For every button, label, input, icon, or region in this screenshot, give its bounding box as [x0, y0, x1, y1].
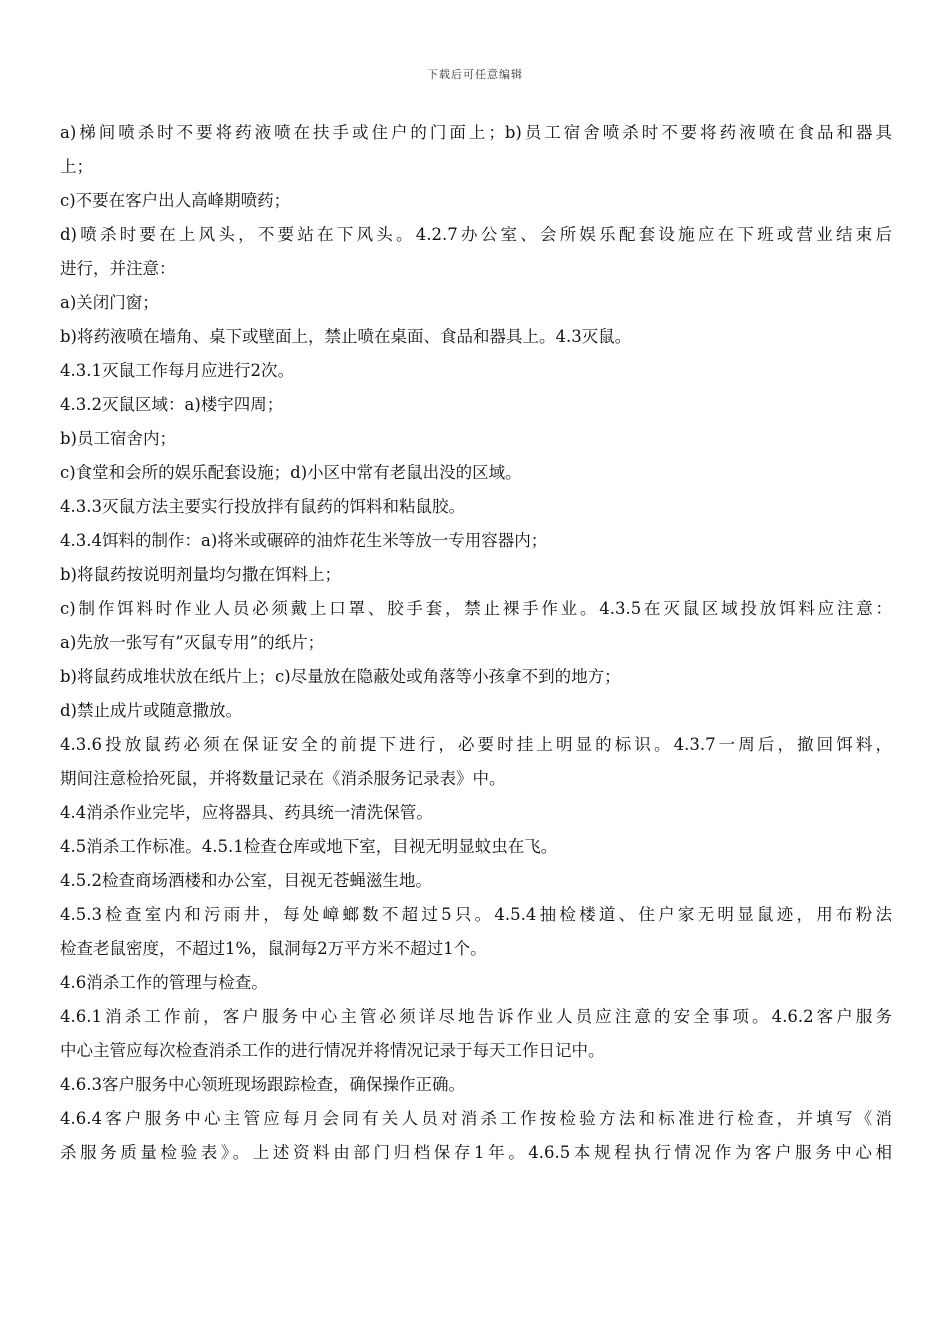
page-header: 下载后可任意编辑	[427, 68, 523, 81]
text-line: 4.6.3客户服务中心领班现场跟踪检查，确保操作正确。	[60, 1075, 465, 1094]
text-line: 4.5.3检查室内和污雨井，每处嶂螂数不超过5只。4.5.4抽检楼道、住户家无明显鼠迹，用布粉法	[60, 905, 892, 924]
document-body	[60, 116, 892, 1170]
text-line: d)喷杀时要在上风头，不要站在下风头。4.2.7办公室、会所娱乐配套设施应在下班或营业结束后	[60, 225, 892, 244]
text-line: d)禁止成片或随意撒放。	[60, 701, 242, 720]
text-line: b)员工宿舍内；	[60, 429, 176, 448]
text-line: 4.6.1消杀工作前，客户服务中心主管必须详尽地告诉作业人员应注意的安全事项。4.6.2客户服务	[60, 1007, 892, 1026]
text-line: b)将鼠药成堆状放在纸片上；c)尽量放在隐蔽处或角落等小孩拿不到的地方；	[60, 667, 621, 686]
text-line: c)制作饵料时作业人员必须戴上口罩、胶手套，禁止裸手作业。4.3.5在灭鼠区域投放饵料应注意：	[60, 599, 892, 618]
text-line: 4.3.1灭鼠工作每月应进行2次。	[60, 361, 294, 380]
text-line: 杀服务质量检验表》。上述资料由部门归档保存1年。4.6.5本规程执行情况作为客户服务中心相	[60, 1143, 892, 1162]
text-line: 4.6.4客户服务中心主管应每月会同有关人员对消杀工作按检验方法和标准进行检查，并填写《消	[60, 1109, 892, 1128]
text-line: 期间注意检拾死鼠，并将数量记录在《消杀服务记录表》中。	[60, 769, 506, 788]
text-line: 4.3.6投放鼠药必须在保证安全的前提下进行，必要时挂上明显的标识。4.3.7一周后，撤回饵料，	[60, 735, 892, 754]
text-line: c)不要在客户出人高峰期喷药；	[60, 191, 291, 210]
text-line: 上；	[60, 157, 93, 176]
text-line: 中心主管应每次检查消杀工作的进行情况并将情况记录于每天工作日记中。	[60, 1041, 605, 1060]
text-line: 进行，并注意：	[60, 259, 176, 278]
text-line: 4.6消杀工作的管理与检查。	[60, 973, 268, 992]
text-line: 检查老鼠密度，不超过1%，鼠洞每2万平方米不超过1个。	[60, 939, 487, 958]
text-line: b)将药液喷在墙角、桌下或壁面上，禁止喷在桌面、食品和器具上。4.3灭鼠。	[60, 327, 632, 346]
text-line: 4.4消杀作业完毕，应将器具、药具统一清洗保管。	[60, 803, 433, 822]
text-line: a)梯间喷杀时不要将药液喷在扶手或住户的门面上；b)员工宿舍喷杀时不要将药液喷在食品和器具	[60, 123, 892, 142]
text-line: 4.3.2灭鼠区域：a)楼宇四周；	[60, 395, 284, 414]
text-line: a)先放一张写有”灭鼠专用”的纸片；	[60, 633, 325, 652]
text-line: c)食堂和会所的娱乐配套设施；d)小区中常有老鼠出没的区域。	[60, 463, 522, 482]
text-line: 4.5.2检查商场酒楼和办公室，目视无苍蝇滋生地。	[60, 871, 432, 890]
text-line: 4.3.3灭鼠方法主要实行投放拌有鼠药的饵料和粘鼠胶。	[60, 497, 465, 516]
text-line: a)关闭门窗；	[60, 293, 159, 312]
text-line: b)将鼠药按说明剂量均匀撒在饵料上；	[60, 565, 341, 584]
text-line: 4.3.4饵料的制作：a)将米或碾碎的油炸花生米等放一专用容器内；	[60, 531, 548, 550]
text-line: 4.5消杀工作标准。4.5.1检查仓库或地下室，目视无明显蚊虫在飞。	[60, 837, 558, 856]
